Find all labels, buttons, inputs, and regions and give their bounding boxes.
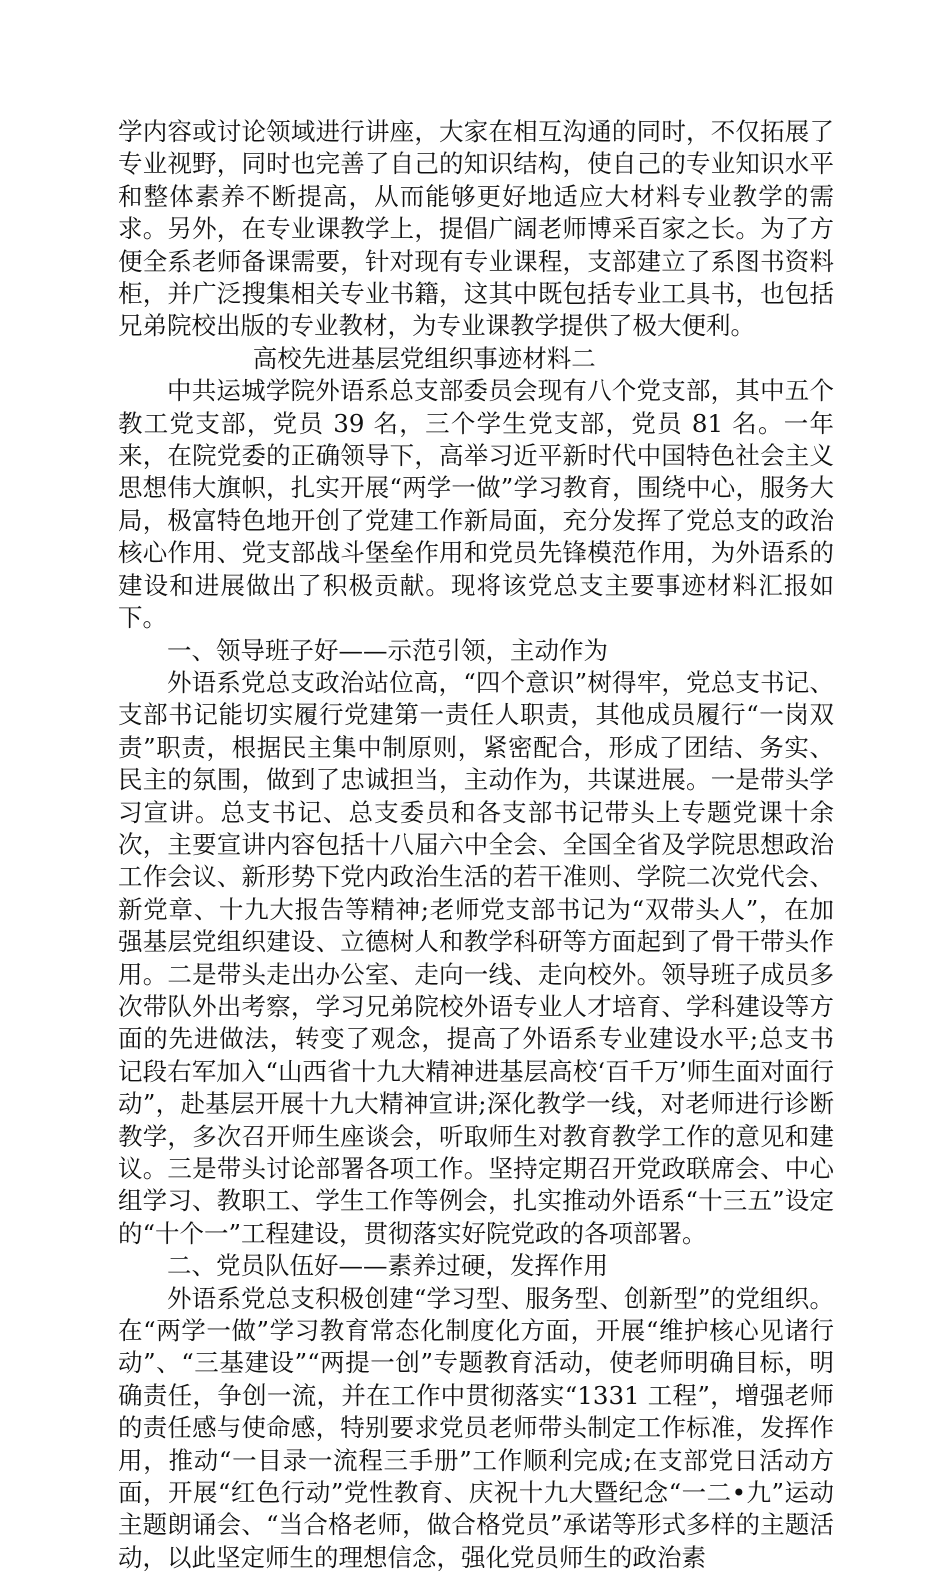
paragraph-2: 外语系党总支政治站位高，“四个意识”树得牢，党总支书记、支部书记能切实履行党建第一责任人职责，其他成员履行“一岗双责”职责，根据民主集中制原则，紧密配合，形成了团结、务实、民主的氛围，做到了忠诚担当，主动作为，共谋进展。一是带头学习宣讲。总支书记、总支委员和各支部书记带头上专题党课十余次，主要宣讲内容包括十八届六中全会、全国全省及学院思想政治工作会议、新形势下党内政治生活的若干准则、学院二次党代会、新党章、十九大报告等精神;老师党支部书记为“双带头人”，在加强基层党组织建设、立德树人和教学科研等方面起到了骨干带头作用。二是带头走出办公室、走向一线、走向校外。领导班子成员多次带队外出考察，学习兄弟院校外语专业人才培育、学科建设等方面的先进做法，转变了观念，提高了外语系专业建设水平;总支书记段右军加入“山西省十九大精神进基层高校‘百千万’师生面对面行动”，赴基层开展十九大精神宣讲;深化教学一线，对老师进行诊断教学，多次召开师生座谈会，听取师生对教育教学工作的意见和建议。三是带头讨论部署各项工作。坚持定期召开党政联席会、中心组学习、教职工、学生工作等例会，扎实推动外语系“十三五”设定的“十个一”工程建设，贯彻落实好院党政的各项部署。 xyxy=(118,667,834,1248)
document-page xyxy=(118,116,834,1574)
paragraph-3: 外语系党总支积极创建“学习型、服务型、创新型”的党组织。在“两学一做”学习教育常态化制度化方面，开展“维护核心见诸行动”、“三基建设”“两提一创”专题教育活动，使老师明确目标，明确责任，争创一流，并在工作中贯彻落实“1331 工程”，增强老师的责任感与使命感，特别要求党员老师带头制定工作标准，发挥作用，推动“一目录一流程三手册”工作顺利完成;在支部党日活动方面，开展“红色行动”党性教育、庆祝十九大暨纪念“一二•九”运动主题朗诵会、“当合格老师，做合格党员”承诺等形式多样的主题活动，以此坚定师生的理想信念，强化党员师生的政治素 xyxy=(118,1283,834,1572)
section-heading-1: 一、领导班子好——示范引领，主动作为 xyxy=(167,635,608,665)
document-title: 高校先进基层党组织事迹材料二 xyxy=(252,343,596,373)
section-heading-2: 二、党员队伍好——素养过硬，发挥作用 xyxy=(167,1251,608,1281)
paragraph-1: 中共运城学院外语系总支部委员会现有八个党支部，其中五个教工党支部，党员 39 名，三个学生党支部，党员 81 名。一年来，在院党委的正确领导下，高举习近平新时代中国特色社会主义思想伟大旗帜，扎实开展“两学一做”学习教育，围绕中心，服务大局，极富特色地开创了党建工作新局面，充分发挥了党总支的政治核心作用、党支部战斗堡垒作用和党员先锋模范作用，为外语系的建设和进展做出了积极贡献。现将该党总支主要事迹材料汇报如下。 xyxy=(118,376,834,633)
paragraph-intro: 学内容或讨论领域进行讲座，大家在相互沟通的同时，不仅拓展了专业视野，同时也完善了自己的知识结构，使自己的专业知识水平和整体素养不断提高，从而能够更好地适应大材料专业教学的需求。另外，在专业课教学上，提倡广阔老师博采百家之长。为了方便全系老师备课需要，针对现有专业课程，支部建立了系图书资料柜，并广泛搜集相关专业书籍，这其中既包括专业工具书，也包括兄弟院校出版的专业教材，为专业课教学提供了极大便利。 xyxy=(118,117,834,341)
